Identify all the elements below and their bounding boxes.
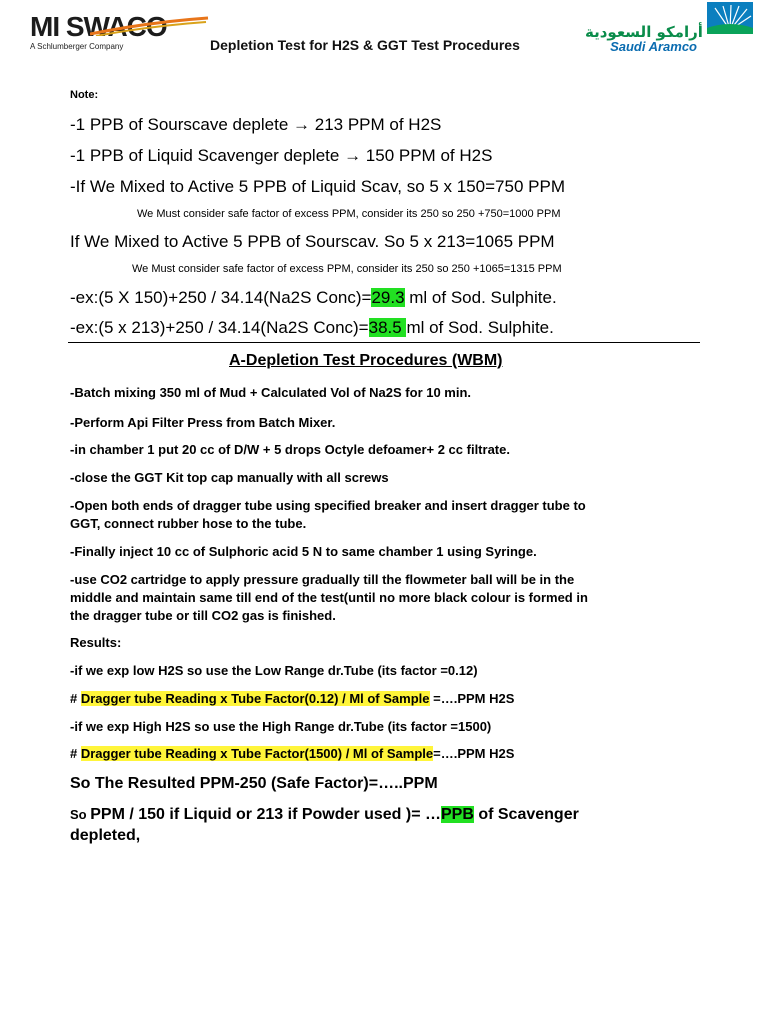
final-so: So bbox=[70, 807, 91, 822]
procedure-step: GGT, connect rubber hose to the tube. bbox=[70, 516, 307, 531]
note-safe-factor-2: We Must consider safe factor of excess PPM, consider its 250 so 250 +1065=1315 PPM bbox=[132, 263, 562, 275]
results-formula-low bbox=[70, 691, 514, 706]
note-safe-factor-1: We Must consider safe factor of excess PPM, consider its 250 so 250 +750=1000 PPM bbox=[137, 208, 561, 220]
aramco-arabic-text: أرامكو السعودية bbox=[585, 23, 703, 41]
logo-swoosh-icon bbox=[90, 16, 210, 36]
procedure-step: middle and maintain same till end of the test(until no more black colour is formed in bbox=[70, 590, 588, 605]
formula-hash: # bbox=[70, 691, 81, 706]
saudi-aramco-logo bbox=[585, 2, 755, 62]
mi-swaco-logo bbox=[30, 11, 167, 51]
note-line-liquid-scavenger: -1 PPB of Liquid Scavenger deplete → 150 PPM of H2S bbox=[70, 146, 493, 165]
example-1-value: 29.3 bbox=[371, 288, 405, 307]
section-divider bbox=[68, 342, 700, 343]
procedure-step: the dragger tube or till CO2 gas is finished. bbox=[70, 608, 336, 623]
example-2-value: 38.5 bbox=[368, 318, 407, 337]
results-final-line bbox=[70, 806, 579, 824]
results-high-range-line: -if we exp High H2S so use the High Range dr.Tube (its factor =1500) bbox=[70, 719, 492, 734]
note-line-sourscave: -1 PPB of Sourscave deplete → 213 PPM of H2S bbox=[70, 115, 442, 134]
example-1-unit: ml of Sod. Sulphite. bbox=[404, 288, 557, 307]
page-title: Depletion Test for H2S & GGT Test Procedures bbox=[210, 37, 520, 53]
final-scavenger: of Scavenger bbox=[473, 806, 579, 823]
final-formula: PPM / 150 if Liquid or 213 if Powder used )= … bbox=[90, 806, 441, 823]
procedure-heading: A-Depletion Test Procedures (WBM) bbox=[229, 352, 503, 369]
example-1-formula: -ex:(5 X 150)+250 / 34.14(Na2S Conc)= bbox=[70, 288, 372, 307]
formula-low-highlight: Dragger tube Reading x Tube Factor(0.12) / Ml of Sample bbox=[80, 691, 430, 706]
note-line-liquid-scav-mix: -If We Mixed to Active 5 PPB of Liquid Scav, so 5 x 150=750 PPM bbox=[70, 177, 565, 196]
example-2-formula: -ex:(5 x 213)+250 / 34.14(Na2S Conc)= bbox=[70, 318, 369, 337]
logo-subtitle: A Schlumberger Company bbox=[30, 42, 124, 51]
logo-wordmark: MI SWACO bbox=[30, 11, 167, 42]
results-resulted-ppm: So The Resulted PPM-250 (Safe Factor)=…..PPM bbox=[70, 775, 438, 792]
procedure-step: -Finally inject 10 cc of Sulphoric acid 5 N to same chamber 1 using Syringe. bbox=[70, 544, 537, 559]
aramco-star-icon bbox=[707, 2, 753, 34]
procedure-step: -close the GGT Kit top cap manually with all screws bbox=[70, 470, 389, 485]
procedure-step: -Open both ends of dragger tube using specified breaker and insert dragger tube to bbox=[70, 498, 586, 513]
final-ppb-highlight: PPB bbox=[440, 806, 474, 823]
note-line-sourscav-mix: If We Mixed to Active 5 PPB of Sourscav. So 5 x 213=1065 PPM bbox=[70, 232, 555, 251]
results-formula-high bbox=[70, 746, 514, 761]
results-final-line-2: depleted, bbox=[70, 827, 141, 844]
results-label: Results: bbox=[70, 635, 122, 650]
example-line-2 bbox=[70, 318, 554, 338]
example-line-1 bbox=[70, 288, 557, 308]
note-label: Note: bbox=[70, 89, 99, 101]
procedure-step: -use CO2 cartridge to apply pressure gradually till the flowmeter ball will be in the bbox=[70, 572, 575, 587]
procedure-step: -Perform Api Filter Press from Batch Mixer. bbox=[70, 415, 336, 430]
formula-low-result: =….PPM H2S bbox=[429, 691, 515, 706]
example-2-unit: ml of Sod. Sulphite. bbox=[406, 318, 554, 337]
procedure-step: -Batch mixing 350 ml of Mud + Calculated Vol of Na2S for 10 min. bbox=[70, 385, 472, 400]
procedure-step: -in chamber 1 put 20 cc of D/W + 5 drops Octyle defoamer+ 2 cc filtrate. bbox=[70, 442, 510, 457]
formula-high-result: =….PPM H2S bbox=[433, 746, 515, 761]
results-low-range-line: -if we exp low H2S so use the Low Range dr.Tube (its factor =0.12) bbox=[70, 663, 478, 678]
formula-hash: # bbox=[70, 746, 81, 761]
formula-high-highlight: Dragger tube Reading x Tube Factor(1500) / Ml of Sample bbox=[80, 746, 434, 761]
aramco-english-text: Saudi Aramco bbox=[610, 39, 697, 54]
